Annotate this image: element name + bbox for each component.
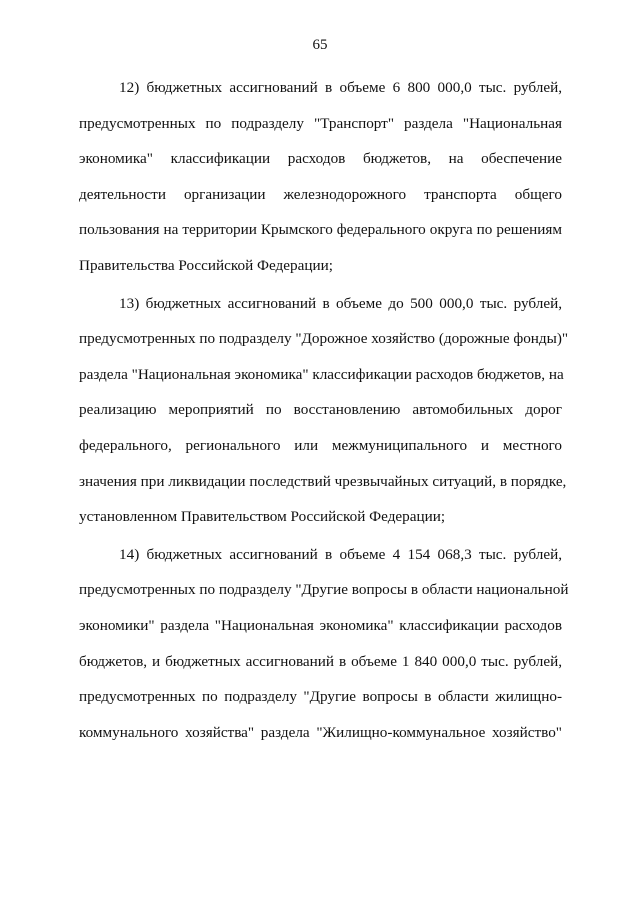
paragraph-13-line-3: раздела "Национальная экономика" классификации расходов бюджетов, на [79, 365, 564, 383]
paragraph-14-line-5: предусмотренных по подразделу "Другие вопросы в области жилищно- [79, 688, 562, 706]
paragraph-14-line-1: 14) бюджетных ассигнований в объеме 4 154 068,3 тыс. рублей, [119, 545, 562, 563]
paragraph-12-line-1: 12) бюджетных ассигнований в объеме 6 800 000,0 тыс. рублей, [119, 79, 562, 96]
paragraph-12-line-2: предусмотренных по подразделу "Транспорт" раздела "Национальная [79, 114, 562, 132]
paragraph-13-line-5: федерального, регионального или межмуниципального и местного [79, 436, 562, 454]
paragraph-12-line-3: экономика" классификации расходов бюджетов, на обеспечение [79, 150, 562, 168]
paragraph-12-line-6: Правительства Российской Федерации; [79, 256, 333, 274]
paragraph-14-line-2: предусмотренных по подразделу "Другие вопросы в области национальной [79, 581, 569, 599]
paragraph-14-line-6: коммунального хозяйства" раздела "Жилищно-коммунальное хозяйство" [79, 723, 562, 741]
document-body [79, 70, 569, 750]
paragraph-13-line-7: установленном Правительством Российской Федерации; [79, 508, 446, 526]
paragraph-12-line-4: деятельности организации железнодорожного транспорта общего [79, 185, 562, 203]
paragraph-13-line-1: 13) бюджетных ассигнований в объеме до 500 000,0 тыс. рублей, [119, 294, 562, 312]
paragraph-12-line-5: пользования на территории Крымского федерального округа по решениям [79, 221, 562, 239]
paragraph-13-line-6: значения при ликвидации последствий чрезвычайных ситуаций, в порядке, [79, 472, 567, 490]
paragraph-14-line-3: экономики" раздела "Национальная экономика" классификации расходов [79, 616, 562, 634]
paragraph-13-line-2: предусмотренных по подразделу "Дорожное хозяйство (дорожные фонды)" [79, 330, 569, 348]
paragraph-14-line-4: бюджетов, и бюджетных ассигнований в объеме 1 840 000,0 тыс. рублей, [79, 652, 562, 670]
page-number: 65 [312, 37, 328, 53]
paragraph-13-line-4: реализацию мероприятий по восстановлению автомобильных дорог [79, 401, 562, 419]
